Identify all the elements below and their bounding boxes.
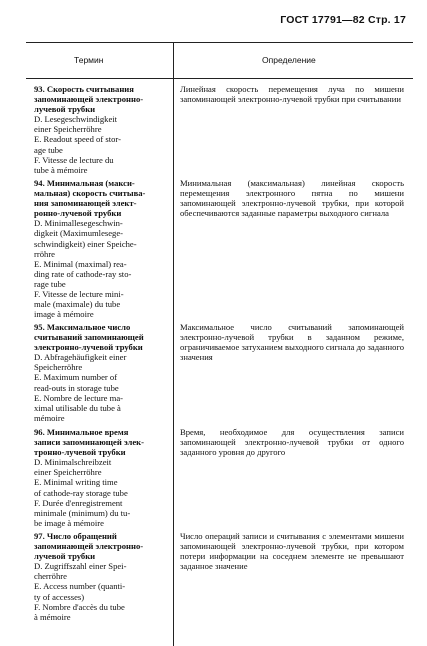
term-entry-97 xyxy=(34,531,167,622)
definition-column-header: Определение xyxy=(262,55,316,65)
translation-line: schwindigkeit) einer Speiche- xyxy=(34,238,137,249)
page-header: ГОСТ 17791—82 Стр. 17 xyxy=(280,14,406,26)
translation-line: Speicherröhre xyxy=(34,362,83,373)
translation-line: E. Readout speed of stor- xyxy=(34,134,121,145)
term-title-line: ронно-лучевой трубки xyxy=(34,208,122,219)
term-entry-93 xyxy=(34,84,167,175)
term-title-line: записи запоминающей элек- xyxy=(34,437,144,448)
translation-line: be image à mémoire xyxy=(34,517,104,528)
definition-96: Время, необходимое для осуществления записи запоминающей электронно-лучевой трубки от одного заданного уровня до другого xyxy=(180,427,404,458)
translation-line: of cathode-ray storage tube xyxy=(34,487,128,498)
translation-line: F. Vitesse de lecture mini- xyxy=(34,289,124,300)
translation-line: ty of accesses) xyxy=(34,591,85,602)
definition-95: Максимальное число считываний запоминающей электронно-лучевой трубки в заданном режиме, ограничиваемое затуханием выходного сигнала до заданного значения xyxy=(180,322,404,363)
translation-line: F. Nombre d'accès du tube xyxy=(34,601,125,612)
term-title-line: запоминающей электронно- xyxy=(34,541,144,552)
translation-line: einer Speicherröhre xyxy=(34,467,102,478)
term-title-line: лучевой трубки xyxy=(34,551,96,562)
translation-line: tube à mémoire xyxy=(34,164,88,175)
translation-line: digkeit (Maximumlesege- xyxy=(34,228,124,239)
translation-line: F. Durée d'enregistrement xyxy=(34,497,123,508)
term-entry-95 xyxy=(34,322,167,423)
term-title-line: 94. Минимальная (макси- xyxy=(34,178,135,188)
column-divider xyxy=(173,42,174,646)
translation-line: age tube xyxy=(34,144,63,155)
translation-line: F. Vitesse de lecture du xyxy=(34,154,114,165)
translation-line: male (maximale) du tube xyxy=(34,299,121,310)
translation-line: E. Nombre de lecture ma- xyxy=(34,392,124,403)
translation-line: rröhre xyxy=(34,248,55,259)
translation-line: E. Minimal writing time xyxy=(34,477,118,488)
translation-line: cherröhre xyxy=(34,571,67,582)
translation-line: minimale (minimum) du tu- xyxy=(34,507,131,518)
term-title-line: ния запоминающей элект- xyxy=(34,198,137,209)
translation-line: einer Speicherröhre xyxy=(34,124,102,135)
term-title-line: тронно-лучевой трубки xyxy=(34,447,126,458)
term-title-line: электронно-лучевой трубки xyxy=(34,342,143,353)
term-entry-96 xyxy=(34,427,167,528)
term-title-line: 96. Минимальное время xyxy=(34,427,129,437)
term-title-line: лучевой трубки xyxy=(34,104,96,115)
term-title-line: 93. Скорость считывания xyxy=(34,84,134,94)
translation-line: D. Lesegeschwindigkeit xyxy=(34,114,118,125)
definition-94: Минимальная (максимальная) линейная скорость перемещения электронного пятна по мишени запоминающей электронно-лучевой трубки, при которой обеспечиваются заданные параметры выходного сигнала xyxy=(180,178,404,219)
term-title-line: 97. Число обращений xyxy=(34,531,117,541)
translation-line: D. Minimallesegeschwin- xyxy=(34,218,123,229)
translation-line: rage tube xyxy=(34,278,66,289)
translation-line: image à mémoire xyxy=(34,309,94,320)
term-title-line: мальная) скорость считыва- xyxy=(34,188,146,199)
translation-line: E. Access number (quanti- xyxy=(34,581,126,592)
translation-line: ding rate of cathode-ray sto- xyxy=(34,268,132,279)
table-header-rule xyxy=(26,78,413,79)
definition-97: Число операций записи и считывания с элементами мишени запоминающей электронно-лучевой трубки, при котором потери информации на соседнем элементе не превышают заданное значение xyxy=(180,531,404,572)
translation-line: mémoire xyxy=(34,412,65,423)
translation-line: read-outs in storage tube xyxy=(34,382,119,393)
translation-line: D. Zugriffszahl einer Spei- xyxy=(34,561,127,572)
translation-line: D. Abfragehäufigkeit einer xyxy=(34,352,127,363)
term-column-header: Термин xyxy=(74,55,104,65)
translation-line: D. Minimalschreibzeit xyxy=(34,457,112,468)
definition-93: Линейная скорость перемещения луча по мишени запоминающей электронно-лучевой трубки при считывании xyxy=(180,84,404,105)
translation-line: E. Minimal (maximal) rea- xyxy=(34,258,127,269)
term-title-line: 95. Максимальное число xyxy=(34,322,131,332)
term-title-line: считываний запоминающей xyxy=(34,332,144,343)
term-title-line: запоминающей электронно- xyxy=(34,94,144,105)
translation-line: à mémoire xyxy=(34,611,71,622)
translation-line: E. Maximum number of xyxy=(34,372,118,383)
table-top-rule xyxy=(26,42,413,43)
term-entry-94 xyxy=(34,178,167,319)
translation-line: ximal utilisable du tube à xyxy=(34,402,121,413)
